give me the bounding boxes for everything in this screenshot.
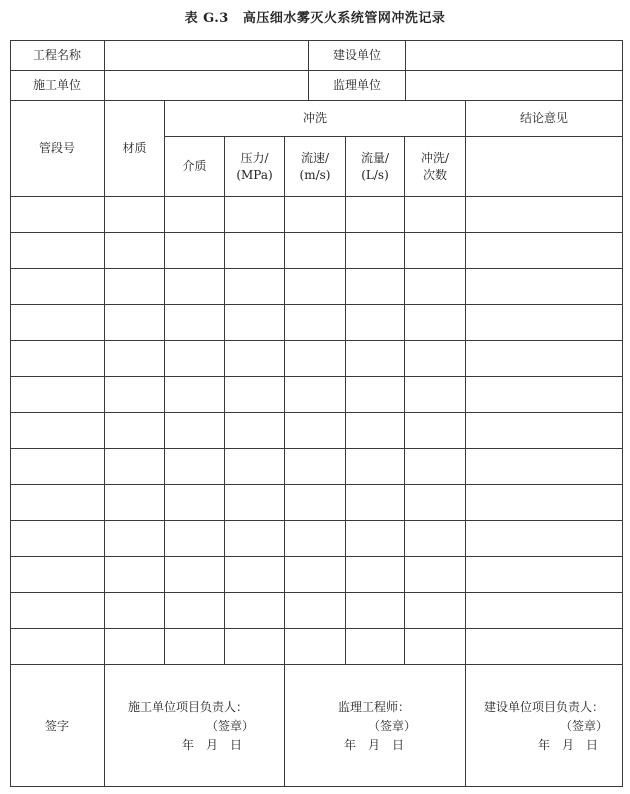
builder-signature-date: 年 月 日 xyxy=(182,738,243,752)
segment-cell[interactable] xyxy=(11,197,104,232)
times-header-line1: 冲洗/ xyxy=(420,150,450,165)
velocity-header-line1: 流速/ xyxy=(300,150,330,165)
velocity-cell[interactable] xyxy=(285,449,345,484)
conclusion-cell[interactable] xyxy=(466,305,622,340)
velocity-cell[interactable] xyxy=(285,305,345,340)
pressure-cell[interactable] xyxy=(225,557,284,592)
flow-cell[interactable] xyxy=(346,449,404,484)
row-divider xyxy=(10,556,623,557)
project-name-field[interactable] xyxy=(105,40,308,70)
signature-label: 签字 xyxy=(44,718,69,733)
row-divider xyxy=(10,70,623,71)
row-divider xyxy=(10,100,623,101)
flow-cell[interactable] xyxy=(346,521,404,556)
segment-cell[interactable] xyxy=(11,557,104,592)
velocity-cell[interactable] xyxy=(285,341,345,376)
conclusion-cell[interactable] xyxy=(466,233,622,268)
medium-cell[interactable] xyxy=(165,449,224,484)
conclusion-cell[interactable] xyxy=(466,629,622,664)
flow-cell[interactable] xyxy=(346,197,404,232)
segment-cell[interactable] xyxy=(11,593,104,628)
material-cell[interactable] xyxy=(105,377,164,412)
row-divider xyxy=(10,448,623,449)
column-divider xyxy=(164,100,165,665)
owner-signature-date: 年 月 日 xyxy=(538,738,599,752)
times-header-line2: 次数 xyxy=(422,167,447,182)
times-cell[interactable] xyxy=(405,485,465,520)
flow-header xyxy=(346,137,404,196)
times-cell[interactable] xyxy=(405,449,465,484)
medium-cell[interactable] xyxy=(165,413,224,448)
flow-cell[interactable] xyxy=(346,557,404,592)
column-divider xyxy=(284,664,285,787)
row-divider xyxy=(10,232,623,233)
times-cell[interactable] xyxy=(405,305,465,340)
pressure-cell[interactable] xyxy=(225,629,284,664)
material-cell[interactable] xyxy=(105,593,164,628)
velocity-header xyxy=(285,137,345,196)
flow-cell[interactable] xyxy=(346,413,404,448)
flow-cell[interactable] xyxy=(346,485,404,520)
pressure-cell[interactable] xyxy=(225,197,284,232)
medium-header: 介质 xyxy=(182,159,207,173)
pressure-cell[interactable] xyxy=(225,341,284,376)
conclusion-cell[interactable] xyxy=(466,449,622,484)
flow-cell[interactable] xyxy=(346,233,404,268)
medium-cell[interactable] xyxy=(165,269,224,304)
project-name-label: 工程名称 xyxy=(32,47,81,62)
row-divider xyxy=(10,268,623,269)
segment-header: 管段号 xyxy=(38,141,75,155)
conclusion-cell[interactable] xyxy=(466,485,622,520)
flow-cell[interactable] xyxy=(346,593,404,628)
times-cell[interactable] xyxy=(405,341,465,376)
segment-cell[interactable] xyxy=(11,449,104,484)
times-cell[interactable] xyxy=(405,233,465,268)
times-cell[interactable] xyxy=(405,557,465,592)
times-cell[interactable] xyxy=(405,413,465,448)
builder-signature-block[interactable] xyxy=(128,698,254,755)
velocity-cell[interactable] xyxy=(285,521,345,556)
supervisor-signature-seal: （签章） xyxy=(368,719,417,733)
pressure-cell[interactable] xyxy=(225,593,284,628)
conclusion-cell[interactable] xyxy=(466,269,622,304)
table-number: 表 G.3 xyxy=(184,11,229,26)
supervisor-signature-block[interactable] xyxy=(338,698,416,755)
flow-header-line1: 流量/ xyxy=(360,150,390,165)
builder-signature-role: 施工单位项目负责人： xyxy=(128,700,249,714)
row-divider xyxy=(10,664,623,665)
supervisor-signature-role: 监理工程师： xyxy=(338,700,411,714)
segment-cell[interactable] xyxy=(11,521,104,556)
conclusion-header: 结论意见 xyxy=(519,111,568,125)
velocity-cell[interactable] xyxy=(285,269,345,304)
material-cell[interactable] xyxy=(105,269,164,304)
row-divider xyxy=(10,304,623,305)
segment-cell[interactable] xyxy=(11,269,104,304)
times-cell[interactable] xyxy=(405,521,465,556)
conclusion-cell[interactable] xyxy=(466,413,622,448)
table-border-left xyxy=(10,40,11,787)
material-cell[interactable] xyxy=(105,485,164,520)
row-divider xyxy=(10,484,623,485)
flow-header-line2: (L/s) xyxy=(361,167,389,182)
flow-cell[interactable] xyxy=(346,377,404,412)
velocity-cell[interactable] xyxy=(285,557,345,592)
segment-cell[interactable] xyxy=(11,233,104,268)
flow-cell[interactable] xyxy=(346,341,404,376)
segment-cell[interactable] xyxy=(11,485,104,520)
table-border-bottom xyxy=(10,786,623,787)
material-cell[interactable] xyxy=(105,305,164,340)
segment-cell[interactable] xyxy=(11,341,104,376)
construction-unit-label: 建设单位 xyxy=(332,47,381,62)
pressure-cell[interactable] xyxy=(225,413,284,448)
column-divider xyxy=(345,136,346,665)
times-cell[interactable] xyxy=(405,197,465,232)
velocity-cell[interactable] xyxy=(285,485,345,520)
row-divider xyxy=(10,340,623,341)
medium-cell[interactable] xyxy=(165,233,224,268)
material-header: 材质 xyxy=(122,141,147,155)
conclusion-cell[interactable] xyxy=(466,197,622,232)
material-cell[interactable] xyxy=(105,197,164,232)
times-cell[interactable] xyxy=(405,269,465,304)
pressure-cell[interactable] xyxy=(225,305,284,340)
medium-cell[interactable] xyxy=(165,305,224,340)
builder-unit-field[interactable] xyxy=(105,71,308,100)
table-border-right xyxy=(622,40,623,787)
conclusion-cell[interactable] xyxy=(466,341,622,376)
column-divider xyxy=(284,136,285,665)
column-divider xyxy=(308,40,309,101)
material-cell[interactable] xyxy=(105,629,164,664)
conclusion-cell[interactable] xyxy=(466,377,622,412)
pressure-cell[interactable] xyxy=(225,233,284,268)
medium-cell[interactable] xyxy=(165,629,224,664)
supervision-unit-label: 监理单位 xyxy=(332,78,381,92)
row-divider xyxy=(10,412,623,413)
material-cell[interactable] xyxy=(105,413,164,448)
velocity-cell[interactable] xyxy=(285,629,345,664)
conclusion-cell[interactable] xyxy=(466,521,622,556)
pressure-cell[interactable] xyxy=(225,449,284,484)
pressure-cell[interactable] xyxy=(225,269,284,304)
segment-cell[interactable] xyxy=(11,413,104,448)
pressure-cell[interactable] xyxy=(225,377,284,412)
times-cell[interactable] xyxy=(405,377,465,412)
medium-cell[interactable] xyxy=(165,197,224,232)
owner-signature-seal: （签章） xyxy=(560,719,609,733)
conclusion-cell[interactable] xyxy=(466,593,622,628)
row-divider xyxy=(164,136,623,137)
velocity-cell[interactable] xyxy=(285,413,345,448)
owner-signature-role: 建设单位项目负责人： xyxy=(484,700,605,714)
material-cell[interactable] xyxy=(105,449,164,484)
builder-unit-label: 施工单位 xyxy=(32,78,81,92)
row-divider xyxy=(10,592,623,593)
conclusion-cell[interactable] xyxy=(466,557,622,592)
times-header xyxy=(405,137,465,196)
table-border-top xyxy=(10,40,623,41)
medium-cell[interactable] xyxy=(165,521,224,556)
velocity-cell[interactable] xyxy=(285,233,345,268)
velocity-cell[interactable] xyxy=(285,377,345,412)
owner-signature-block[interactable] xyxy=(484,698,608,755)
segment-cell[interactable] xyxy=(11,377,104,412)
flow-cell[interactable] xyxy=(346,629,404,664)
table-title-text: 高压细水雾灭火系统管网冲洗记录 xyxy=(242,11,446,26)
flow-cell[interactable] xyxy=(346,269,404,304)
medium-cell[interactable] xyxy=(165,341,224,376)
construction-unit-field[interactable] xyxy=(406,40,622,70)
times-cell[interactable] xyxy=(405,629,465,664)
pressure-header-line2: (MPa) xyxy=(236,167,273,182)
row-divider xyxy=(10,628,623,629)
column-divider xyxy=(465,100,466,787)
pressure-header-line1: 压力/ xyxy=(240,150,269,165)
row-divider xyxy=(10,376,623,377)
velocity-cell[interactable] xyxy=(285,593,345,628)
flow-cell[interactable] xyxy=(346,305,404,340)
column-divider xyxy=(404,136,405,665)
material-cell[interactable] xyxy=(105,233,164,268)
flush-header: 冲洗 xyxy=(302,111,327,125)
material-cell[interactable] xyxy=(105,341,164,376)
material-cell[interactable] xyxy=(105,521,164,556)
segment-cell[interactable] xyxy=(11,305,104,340)
column-divider xyxy=(405,40,406,101)
segment-cell[interactable] xyxy=(11,629,104,664)
medium-cell[interactable] xyxy=(165,377,224,412)
row-divider xyxy=(10,196,623,197)
row-divider xyxy=(10,520,623,521)
supervisor-signature-date: 年 月 日 xyxy=(344,738,405,752)
medium-cell[interactable] xyxy=(165,485,224,520)
medium-cell[interactable] xyxy=(165,593,224,628)
velocity-cell[interactable] xyxy=(285,197,345,232)
column-divider xyxy=(224,136,225,665)
pressure-cell[interactable] xyxy=(225,485,284,520)
material-cell[interactable] xyxy=(105,557,164,592)
medium-cell[interactable] xyxy=(165,557,224,592)
pressure-header xyxy=(225,137,284,196)
pressure-cell[interactable] xyxy=(225,521,284,556)
column-divider xyxy=(104,40,105,787)
velocity-header-line2: (m/s) xyxy=(299,167,331,182)
supervision-unit-field[interactable] xyxy=(406,71,622,100)
builder-signature-seal: （签章） xyxy=(206,719,255,733)
times-cell[interactable] xyxy=(405,593,465,628)
